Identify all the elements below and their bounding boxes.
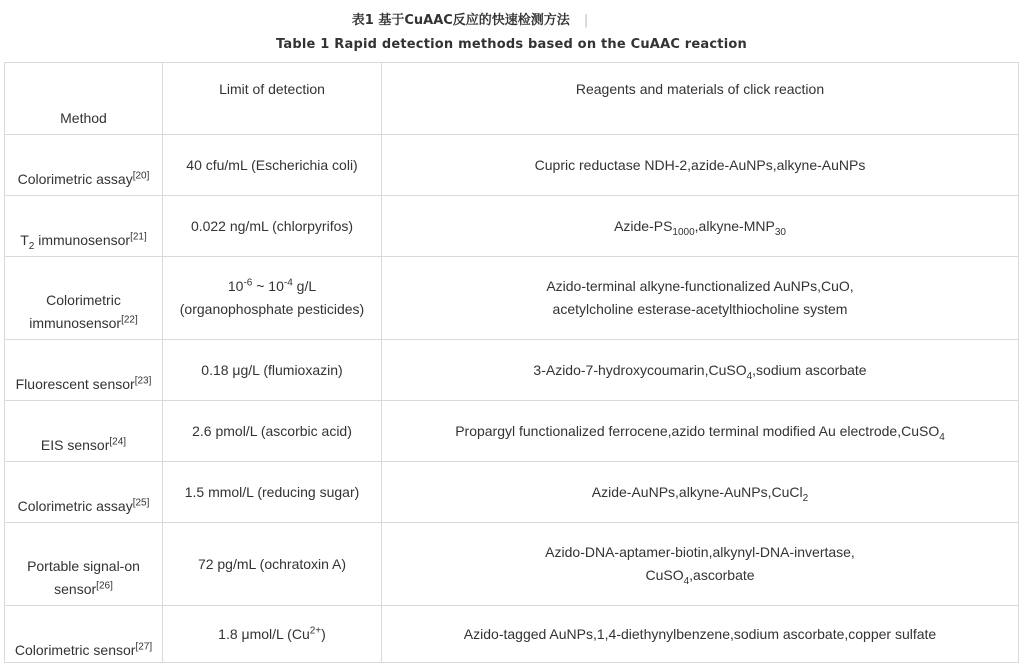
limit-cell: 0.18 μg/L (flumioxazin)	[163, 340, 382, 401]
limit-cell: 1.5 mmol/L (reducing sugar)	[163, 462, 382, 523]
method-cell: Colorimetric assay[25]	[5, 462, 163, 523]
method-cell: EIS sensor[24]	[5, 401, 163, 462]
method-cell: Colorimetric assay[20]	[5, 135, 163, 196]
table-title-english: Table 1 Rapid detection methods based on the CuAAC reaction	[276, 37, 747, 52]
reagents-cell: Azide-AuNPs,alkyne-AuNPs,CuCl$_2$	[382, 462, 1019, 523]
limit-cell: $10^{-6}$ ~ $10^{-4}$ g/L (organophosphate pesticides)	[163, 257, 382, 340]
reagents-cell: Propargyl functionalized ferrocene,azido terminal modified Au electrode,CuSO$_4$	[382, 401, 1019, 462]
reagents-cell: Azido-terminal alkyne-functionalized AuNPs,CuO, acetylcholine esterase-acetylthiocholine system	[382, 257, 1019, 340]
header-reagents: Reagents and materials of click reaction	[382, 63, 1019, 135]
table-row	[5, 523, 1019, 606]
table-row	[5, 257, 1019, 340]
reference-link[interactable]: [21]	[130, 231, 147, 243]
text-cursor-mark: |	[583, 13, 589, 28]
reference-link[interactable]: [26]	[96, 580, 113, 592]
limit-cell: 1.8 μmol/L $(Cu^{2+})$	[163, 606, 382, 663]
detection-methods-table	[4, 62, 1019, 663]
table-header-row	[5, 63, 1019, 135]
method-cell: Colorimetric sensor[27]	[5, 606, 163, 663]
reference-link[interactable]: [24]	[109, 436, 127, 448]
table-row	[5, 340, 1019, 401]
reagents-cell: Azido-tagged AuNPs,1,4-diethynylbenzene,sodium ascorbate,copper sulfate	[382, 606, 1019, 663]
limit-cell: 72 pg/mL (ochratoxin A)	[163, 523, 382, 606]
header-limit-of-detection: Limit of detection	[163, 63, 382, 135]
reagents-cell: Cupric reductase NDH-2,azide-AuNPs,alkyne-AuNPs	[382, 135, 1019, 196]
table-row	[5, 606, 1019, 663]
reference-link[interactable]: [23]	[134, 375, 152, 387]
reagents-cell: Azide-$PS_{1000},alkyne-MNP_{30}$	[382, 196, 1019, 257]
limit-cell: 0.022 ng/mL (chlorpyrifos)	[163, 196, 382, 257]
header-method: Method	[5, 63, 163, 135]
reagents-cell: Azido-DNA-aptamer-biotin,alkynyl-DNA-invertase, CuSO$_4$,ascorbate	[382, 523, 1019, 606]
method-cell: Portable signal-on sensor[26]	[5, 523, 163, 606]
method-cell: Colorimetric immunosensor[22]	[5, 257, 163, 340]
reagents-cell: 3-Azido-7-hydroxycoumarin,CuSO$_4$,sodium ascorbate	[382, 340, 1019, 401]
table-row	[5, 401, 1019, 462]
table-row	[5, 196, 1019, 257]
limit-cell: 2.6 pmol/L (ascorbic acid)	[163, 401, 382, 462]
method-cell: Fluorescent sensor[23]	[5, 340, 163, 401]
table-row	[5, 135, 1019, 196]
table-title-chinese	[0, 9, 940, 28]
reference-link[interactable]: [22]	[121, 314, 138, 326]
table-row	[5, 462, 1019, 523]
title-cn-text: 表1 基于CuAAC反应的快速检测方法	[351, 13, 570, 28]
reference-link[interactable]: [25]	[132, 497, 150, 509]
method-cell: $T_2$ immunosensor[21]	[5, 196, 163, 257]
reference-link[interactable]: [27]	[135, 641, 153, 653]
reference-link[interactable]: [20]	[132, 170, 150, 182]
limit-cell: 40 cfu/mL (Escherichia coli)	[163, 135, 382, 196]
